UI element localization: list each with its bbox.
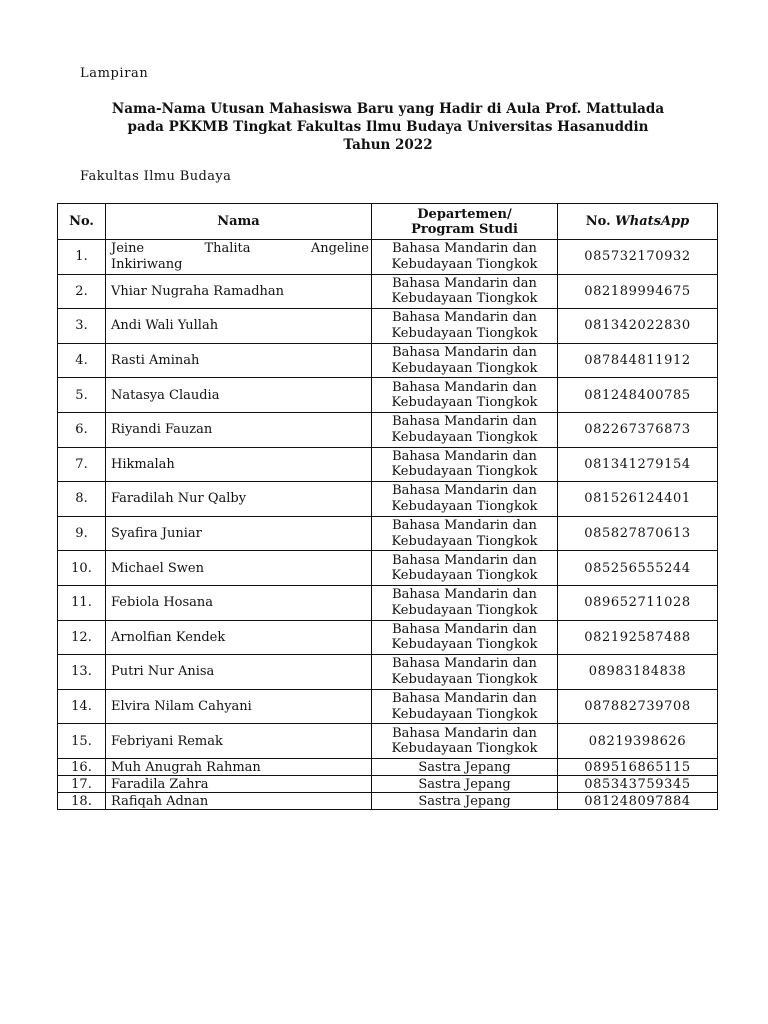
row-whatsapp: 089652711028 xyxy=(558,585,718,620)
row-number: 11. xyxy=(58,585,106,620)
row-departemen xyxy=(372,585,558,620)
row-departemen-line-1: Bahasa Mandarin dan xyxy=(392,725,537,741)
row-departemen-line-2: Kebudayaan Tiongkok xyxy=(391,602,538,618)
table-row xyxy=(58,447,718,482)
row-departemen-line-2: Kebudayaan Tiongkok xyxy=(391,637,538,653)
header-nama: Nama xyxy=(106,204,372,240)
row-nama: Febriyani Remak xyxy=(106,724,372,759)
row-whatsapp: 085343759345 xyxy=(558,776,718,793)
row-whatsapp: 085256555244 xyxy=(558,551,718,586)
row-number: 7. xyxy=(58,447,106,482)
row-number: 4. xyxy=(58,343,106,378)
table-row xyxy=(58,655,718,690)
row-departemen-line-1: Bahasa Mandarin dan xyxy=(392,656,537,672)
header-departemen xyxy=(372,204,558,240)
row-departemen-line-2: Kebudayaan Tiongkok xyxy=(391,429,538,445)
row-whatsapp: 081248097884 xyxy=(558,793,718,810)
title-line-3: Tahun 2022 xyxy=(343,137,433,153)
row-departemen xyxy=(372,412,558,447)
row-departemen-line-2: Kebudayaan Tiongkok xyxy=(391,568,538,584)
row-departemen-line-1: Bahasa Mandarin dan xyxy=(392,414,537,430)
table-row xyxy=(58,378,718,413)
row-nama-word: Thalita xyxy=(204,241,251,257)
row-departemen-line-1: Bahasa Mandarin dan xyxy=(392,691,537,707)
row-departemen-line-1: Bahasa Mandarin dan xyxy=(392,310,537,326)
row-number: 15. xyxy=(58,724,106,759)
row-departemen xyxy=(372,274,558,309)
table-row xyxy=(58,758,718,775)
row-nama: Febiola Hosana xyxy=(106,585,372,620)
row-departemen-line-1: Bahasa Mandarin dan xyxy=(392,448,537,464)
row-departemen-line-1: Bahasa Mandarin dan xyxy=(392,621,537,637)
row-departemen-line-1: Sastra Jepang xyxy=(418,759,511,775)
row-nama: Andi Wali Yullah xyxy=(106,309,372,344)
row-departemen xyxy=(372,724,558,759)
table-header-row xyxy=(58,204,718,240)
row-nama: Vhiar Nugraha Ramadhan xyxy=(106,274,372,309)
row-departemen-line-2: Kebudayaan Tiongkok xyxy=(391,325,538,341)
lampiran-label: Lampiran xyxy=(80,66,149,81)
row-whatsapp: 081526124401 xyxy=(558,482,718,517)
header-no: No. xyxy=(58,204,106,240)
row-number: 3. xyxy=(58,309,106,344)
row-departemen xyxy=(372,343,558,378)
header-departemen-line-2: Program Studi xyxy=(411,221,518,237)
row-departemen xyxy=(372,620,558,655)
row-number: 10. xyxy=(58,551,106,586)
row-departemen-line-1: Bahasa Mandarin dan xyxy=(392,379,537,395)
row-departemen-line-2: Kebudayaan Tiongkok xyxy=(391,291,538,307)
row-nama-word: Jeine xyxy=(111,241,145,257)
table-row xyxy=(58,620,718,655)
table-body xyxy=(58,240,718,810)
row-nama: Putri Nur Anisa xyxy=(106,655,372,690)
row-whatsapp: 081248400785 xyxy=(558,378,718,413)
row-departemen xyxy=(372,309,558,344)
row-departemen xyxy=(372,655,558,690)
table-row xyxy=(58,585,718,620)
row-departemen-line-1: Bahasa Mandarin dan xyxy=(392,241,537,257)
row-nama: Michael Swen xyxy=(106,551,372,586)
row-whatsapp: 08219398626 xyxy=(558,724,718,759)
row-nama: Natasya Claudia xyxy=(106,378,372,413)
row-whatsapp: 081342022830 xyxy=(558,309,718,344)
header-departemen-line-1: Departemen/ xyxy=(417,206,512,222)
row-departemen-line-2: Kebudayaan Tiongkok xyxy=(391,256,538,272)
faculty-label: Fakultas Ilmu Budaya xyxy=(80,169,232,184)
row-whatsapp: 082192587488 xyxy=(558,620,718,655)
row-departemen xyxy=(372,482,558,517)
row-departemen-line-1: Bahasa Mandarin dan xyxy=(392,345,537,361)
table-row xyxy=(58,776,718,793)
table-row xyxy=(58,516,718,551)
participants-table xyxy=(57,203,718,810)
table-row xyxy=(58,240,718,275)
row-nama: Hikmalah xyxy=(106,447,372,482)
row-departemen xyxy=(372,240,558,275)
row-number: 2. xyxy=(58,274,106,309)
row-nama: Riyandi Fauzan xyxy=(106,412,372,447)
row-number: 16. xyxy=(58,758,106,775)
row-number: 18. xyxy=(58,793,106,810)
row-nama xyxy=(106,240,372,275)
row-departemen-line-1: Bahasa Mandarin dan xyxy=(392,275,537,291)
row-departemen-line-2: Kebudayaan Tiongkok xyxy=(391,706,538,722)
row-departemen-line-1: Bahasa Mandarin dan xyxy=(392,483,537,499)
table-row xyxy=(58,482,718,517)
row-departemen-line-2: Kebudayaan Tiongkok xyxy=(391,464,538,480)
row-departemen xyxy=(372,793,558,810)
row-nama: Faradilah Nur Qalby xyxy=(106,482,372,517)
row-nama: Elvira Nilam Cahyani xyxy=(106,689,372,724)
row-number: 13. xyxy=(58,655,106,690)
row-departemen-line-1: Bahasa Mandarin dan xyxy=(392,587,537,603)
row-number: 12. xyxy=(58,620,106,655)
row-nama: Arnolfian Kendek xyxy=(106,620,372,655)
row-departemen xyxy=(372,516,558,551)
row-departemen-line-2: Kebudayaan Tiongkok xyxy=(391,671,538,687)
row-departemen-line-1: Sastra Jepang xyxy=(418,776,511,792)
row-departemen-line-1: Sastra Jepang xyxy=(418,793,511,809)
row-number: 17. xyxy=(58,776,106,793)
row-departemen-line-2: Kebudayaan Tiongkok xyxy=(391,498,538,514)
row-departemen-line-2: Kebudayaan Tiongkok xyxy=(391,533,538,549)
row-nama-line-1 xyxy=(111,241,369,257)
row-departemen xyxy=(372,689,558,724)
row-whatsapp: 081341279154 xyxy=(558,447,718,482)
row-number: 8. xyxy=(58,482,106,517)
row-whatsapp: 085827870613 xyxy=(558,516,718,551)
row-departemen-line-2: Kebudayaan Tiongkok xyxy=(391,395,538,411)
row-departemen-line-1: Bahasa Mandarin dan xyxy=(392,552,537,568)
row-nama-word: Angeline xyxy=(310,241,369,257)
table-row xyxy=(58,689,718,724)
row-whatsapp: 082267376873 xyxy=(558,412,718,447)
row-departemen xyxy=(372,378,558,413)
row-nama: Rasti Aminah xyxy=(106,343,372,378)
row-number: 6. xyxy=(58,412,106,447)
row-nama: Faradila Zahra xyxy=(106,776,372,793)
row-departemen-line-2: Kebudayaan Tiongkok xyxy=(391,741,538,757)
header-whatsapp-italic: WhatsApp xyxy=(615,214,690,229)
row-departemen xyxy=(372,758,558,775)
title-line-1: Nama-Nama Utusan Mahasiswa Baru yang Hadir di Aula Prof. Mattulada xyxy=(111,101,665,117)
row-number: 14. xyxy=(58,689,106,724)
row-departemen-line-2: Kebudayaan Tiongkok xyxy=(391,360,538,376)
row-whatsapp: 087882739708 xyxy=(558,689,718,724)
table-row xyxy=(58,724,718,759)
row-departemen xyxy=(372,551,558,586)
row-nama: Rafiqah Adnan xyxy=(106,793,372,810)
row-departemen-line-1: Bahasa Mandarin dan xyxy=(392,518,537,534)
row-whatsapp: 087844811912 xyxy=(558,343,718,378)
table-row xyxy=(58,551,718,586)
row-number: 5. xyxy=(58,378,106,413)
row-whatsapp: 082189994675 xyxy=(558,274,718,309)
table-row xyxy=(58,343,718,378)
row-number: 9. xyxy=(58,516,106,551)
row-nama-line-2: Inkiriwang xyxy=(111,256,183,272)
row-whatsapp: 089516865115 xyxy=(558,758,718,775)
row-number: 1. xyxy=(58,240,106,275)
table-row xyxy=(58,274,718,309)
header-whatsapp xyxy=(558,204,718,240)
header-whatsapp-prefix: No. xyxy=(585,214,616,229)
row-nama: Syafira Juniar xyxy=(106,516,372,551)
row-nama: Muh Anugrah Rahman xyxy=(106,758,372,775)
title-line-2: pada PKKMB Tingkat Fakultas Ilmu Budaya Universitas Hasanuddin xyxy=(127,119,649,135)
row-whatsapp: 085732170932 xyxy=(558,240,718,275)
row-departemen xyxy=(372,447,558,482)
document-title xyxy=(60,100,716,154)
table-row xyxy=(58,412,718,447)
table-row xyxy=(58,309,718,344)
row-whatsapp: 08983184838 xyxy=(558,655,718,690)
row-departemen xyxy=(372,776,558,793)
table-row xyxy=(58,793,718,810)
